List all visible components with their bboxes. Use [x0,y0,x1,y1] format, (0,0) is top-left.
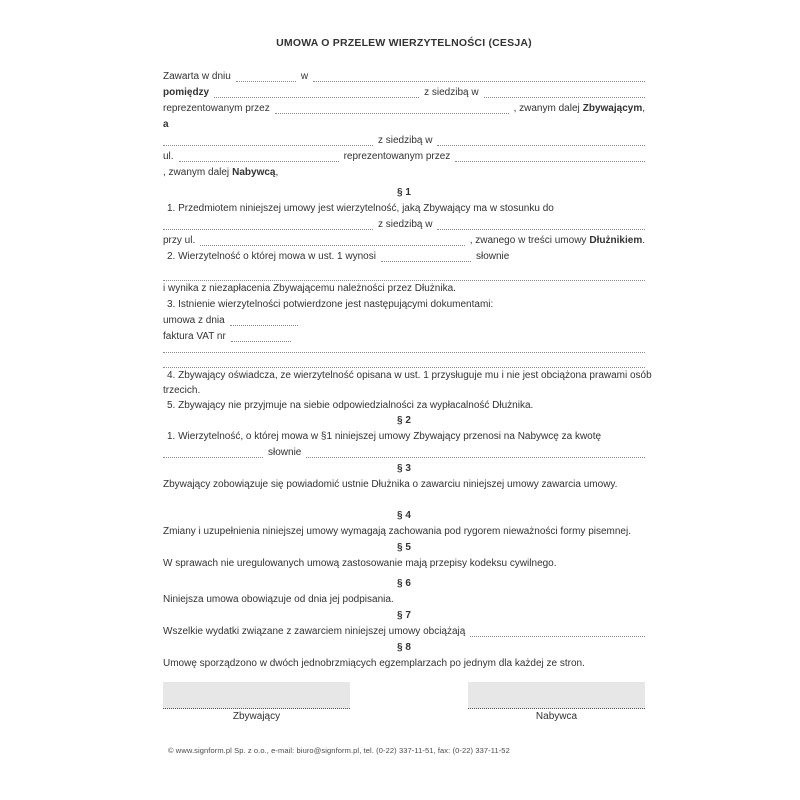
label-seated-in-2: z siedzibą w [378,135,433,146]
blank-contract-date-field [230,325,298,326]
punct-after-debtor: . [642,235,645,246]
s1-paragraph-5: 5. Zbywający nie przyjmuje na siebie odpowiedzialności za wypłacalność Dłużnika. [167,400,534,411]
blank-extra-line-2 [163,353,645,368]
blank-debtor-seat-field [437,229,645,230]
form-line-buyer-street [163,149,645,165]
s1-amount-line [163,249,645,265]
blank-city-field [313,81,645,82]
form-line-and [163,117,645,133]
s3-paragraph-1: Zbywający zobowiązuje się powiadomić ustnie Dłużnika o zawarciu niniejszej umowy zawarcia umowy. [163,479,618,490]
form-line-buyer [163,133,645,149]
label-in-words-1: słownie [475,251,510,262]
publisher-footer: © www.signform.pl Sp. z o.o., e-mail: biuro@signform.pl, tel. (0-22) 337-11-51, fax: (0-22) 337-11-52 [168,746,510,755]
document-title: UMOWA O PRZELEW WIERZYTELNOŚCI (CESJA) [276,37,532,49]
label-hereinafter-seller: , zwanym dalej [513,103,580,114]
s1-paragraph-4-line1: 4. Zbywający oświadcza, ze wierzytelność opisana w ust. 1 przysługuje mu i nie jest obciążona prawami osób [167,370,652,381]
signature-section [163,682,645,725]
form-line-hereinafter-buyer [163,165,645,181]
s5-paragraph-1: W sprawach nie uregulowanych umową zastosowanie mają przepisy kodeksu cywilnego. [163,558,557,569]
blank-buyer-representative-field [455,161,645,162]
label-called-in-contract: , zwanego w treści umowy [469,235,587,246]
section-4-heading: § 4 [397,510,411,521]
buyer-signature-label: Nabywca [535,711,578,722]
section-6-heading: § 6 [397,578,411,589]
form-line-seller [163,85,645,101]
blank-expenses-party-field [470,636,645,637]
form-line-date-place [163,69,645,85]
s4-paragraph-1: Zmiany i uzupełnienia niniejszej umowy wymagają zachowania pod rygorem nieważności formy pisemnej. [163,526,631,537]
label-street: ul. [163,151,174,162]
s1-paragraph-3: 3. Istnienie wierzytelności potwierdzone jest następującymi dokumentami: [167,299,494,310]
label-between: pomiędzy [163,87,210,98]
s1-paragraph-4-line2: trzecich. [163,385,201,396]
s1-paragraph-1: 1. Przedmiotem niniejszej umowy jest wierzytelność, jaką Zbywający ma w stosunku do [167,203,554,214]
blank-invoice-number-field [231,341,291,342]
section-1-heading: § 1 [397,187,411,198]
section-7 [163,608,645,640]
term-debtor: Dłużnikiem [589,235,643,246]
s1-doc2-line [163,329,645,345]
term-buyer: Nabywcą [232,167,276,178]
blank-seller-seat-field [484,97,645,98]
section-1 [163,185,652,413]
s1-debtor-street-line [163,233,645,249]
blank-buyer-street-field [179,161,339,162]
blank-buyer-seat-field [437,145,645,146]
section-8-heading: § 8 [397,642,411,653]
label-and: a [163,119,169,130]
label-hereinafter-buyer: , zwanym dalej [163,167,230,178]
punct-after-buyer: , [275,167,279,178]
label-at-street: przy ul. [163,235,196,246]
label-in: w [300,71,309,82]
s2-price-line [163,445,645,461]
label-represented-by-2: reprezentowanym przez [343,151,451,162]
s7-expenses-line [163,624,645,640]
seller-signature-label: Zbywający [232,711,281,722]
section-5 [163,540,645,572]
seller-signature-box [163,682,350,709]
s7-paragraph-1: Wszelkie wydatki związane z zawarciem niniejszej umowy obciążają [163,626,466,637]
section-7-heading: § 7 [397,610,411,621]
label-seated-in-1: z siedzibą w [424,87,479,98]
s1-debtor-line [163,217,645,233]
label-vat-invoice-no: faktura VAT nr [163,331,226,342]
seller-signature-area [163,682,350,725]
blank-extra-line-1 [163,345,645,353]
section-3-heading: § 3 [397,463,411,474]
section-4 [163,508,645,540]
blank-amount-words-field [163,265,645,281]
section-6 [163,576,645,608]
section-2 [163,413,645,461]
s8-paragraph-1: Umowę sporządzono w dwóch jednobrzmiących egzemplarzach po jednym dla każdej ze stron. [163,658,585,669]
blank-buyer-name-field [163,145,373,146]
blank-debtor-name-field [163,229,373,230]
label-represented-by-1: reprezentowanym przez [163,103,270,114]
buyer-signature-area [468,682,645,725]
label-concluded-on: Zawarta w dniu [163,71,231,82]
blank-debtor-street-field [200,245,464,246]
intro-section [163,69,645,181]
section-8 [163,640,645,672]
label-debtor-seated-in: z siedzibą w [378,219,433,230]
label-contract-dated: umowa z dnia [163,315,225,326]
blank-amount-field [381,261,471,262]
document-body [163,0,652,725]
buyer-signature-box [468,682,645,709]
s1-paragraph-2b: i wynika z niezapłacenia Zbywającemu należności przez Dłużnika. [163,283,456,294]
blank-date-field [236,81,296,82]
label-in-words-2: słownie [268,447,302,458]
s1-doc1-line [163,313,645,329]
s1-paragraph-2: 2. Wierzytelność o której mowa w ust. 1 wynosi [167,251,376,262]
blank-seller-representative-field [275,113,509,114]
s6-paragraph-1: Niniejsza umowa obowiązuje od dnia jej podpisania. [163,594,394,605]
blank-price-words-field [306,457,645,458]
punct-after-seller: , [642,103,645,114]
form-line-seller-rep [163,101,645,117]
section-2-heading: § 2 [397,415,411,426]
blank-seller-name-field [214,97,419,98]
s2-paragraph-1: 1. Wierzytelność, o której mowa w §1 niniejszej umowy Zbywający przenosi na Nabywcę za kwotę [167,431,602,442]
term-seller: Zbywającym [582,103,643,114]
blank-price-field [163,457,263,458]
section-5-heading: § 5 [397,542,411,553]
section-3 [163,461,645,493]
